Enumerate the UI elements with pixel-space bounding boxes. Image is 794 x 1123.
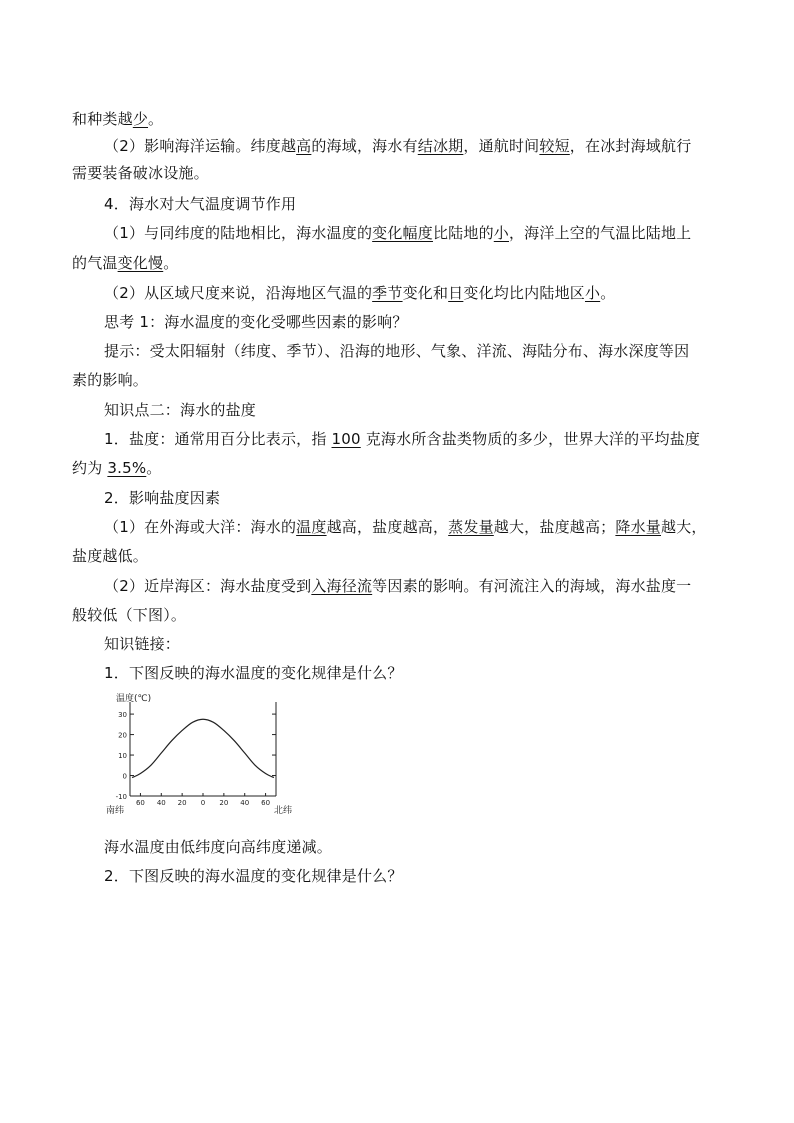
text-line-9: [104, 340, 734, 362]
text-run: 知识链接：: [104, 635, 181, 653]
x-tick-label: 40: [240, 799, 250, 807]
text-line-15: [104, 516, 734, 538]
text-run: 越高，盐度越高，: [326, 518, 449, 536]
y-tick-label: 10: [118, 752, 127, 761]
underlined-answer: 100: [331, 430, 361, 448]
text-line-11: [104, 399, 734, 421]
text-run: 的气温: [72, 254, 118, 272]
text-run: 和种类越: [72, 110, 133, 128]
text-line-10: [72, 369, 734, 391]
text-line-6: [72, 252, 734, 274]
text-run: 。: [148, 110, 164, 128]
text-line-2: [104, 135, 734, 157]
sea-temperature-latitude-chart: [104, 688, 304, 818]
y-axis-title: 温度(℃): [116, 694, 152, 704]
y-tick-label: 0: [122, 772, 127, 781]
underlined-answer: 变化慢: [117, 254, 164, 272]
text-run: ，在冰封海域航行: [569, 137, 692, 155]
x-right-label: 北纬: [274, 806, 293, 816]
text-run: 1．盐度：通常用百分比表示，指: [104, 430, 332, 448]
text-run: 素的影响。: [72, 371, 149, 389]
underlined-answer: 季节: [372, 284, 403, 302]
text-run: 越大，盐度越高；: [493, 518, 616, 536]
x-tick-label: 60: [135, 799, 145, 807]
underlined-answer: 小: [493, 224, 509, 242]
text-run: 1．下图反映的海水温度的变化规律是什么？: [104, 664, 403, 682]
x-tick-label: 0: [200, 799, 206, 807]
text-run: 。: [163, 254, 179, 272]
text-run: 知识点二：海水的盐度: [104, 401, 257, 419]
text-run: 2．影响盐度因素: [104, 489, 221, 507]
text-line-7: [104, 282, 734, 304]
text-run: 等因素的影响。有河流注入的海域，海水盐度一: [372, 577, 692, 595]
text-line-1: [72, 108, 734, 130]
text-line-19: [104, 633, 734, 655]
text-run: （2）影响海洋运输。纬度越: [104, 137, 297, 155]
text-run: 的海域，海水有: [311, 137, 418, 155]
text-line-18: [72, 604, 734, 626]
text-run: 。: [600, 284, 616, 302]
underlined-answer: 日: [448, 284, 464, 302]
temperature-series-line: [132, 719, 274, 777]
y-tick-label: 20: [118, 731, 127, 740]
underlined-answer: 3.5%: [107, 459, 147, 477]
text-run: （2）近岸海区：海水盐度受到: [104, 577, 312, 595]
text-run: 提示：受太阳辐射（纬度、季节）、沿海的地形、气象、洋流、海陆分布、海水深度等因: [104, 342, 690, 360]
text-run: 越大，: [661, 518, 707, 536]
underlined-answer: 小: [584, 284, 601, 302]
text-line-21: [104, 836, 734, 858]
text-line-5: [104, 222, 734, 244]
text-line-8: [104, 311, 734, 333]
text-line-4: [104, 193, 734, 215]
text-line-20: [104, 662, 734, 684]
text-run: 约为: [72, 459, 108, 477]
text-run: 盐度越低。: [72, 547, 149, 565]
x-tick-label: 20: [177, 799, 187, 807]
underlined-answer: 入海径流: [311, 577, 373, 595]
text-run: ，海洋上空的气温比陆地上: [508, 224, 692, 242]
text-run: 变化均比内陆地区: [463, 284, 585, 302]
underlined-answer: 结冰期: [417, 137, 464, 155]
text-run: 2．下图反映的海水温度的变化规律是什么？: [104, 867, 403, 885]
underlined-answer: 高: [296, 137, 312, 155]
text-line-13: [72, 457, 734, 479]
text-line-3: [72, 162, 734, 184]
x-tick-label: 40: [156, 799, 166, 807]
text-run: 。: [146, 459, 162, 477]
underlined-answer: 蒸发量: [448, 518, 494, 536]
text-run: 比陆地的: [432, 224, 494, 242]
text-run: 克海水所含盐类物质的多少，世界大洋的平均盐度: [360, 430, 701, 448]
text-run: （1）与同纬度的陆地相比，海水温度的: [104, 224, 373, 242]
x-tick-label: 20: [219, 799, 229, 807]
text-line-22: [104, 865, 734, 887]
underlined-answer: 变化幅度: [372, 224, 433, 242]
text-run: 需要装备破冰设施。: [72, 164, 209, 182]
text-run: 般较低（下图）。: [72, 606, 187, 624]
text-run: （2）从区域尺度来说，沿海地区气温的: [104, 284, 373, 302]
text-line-12: [104, 428, 734, 450]
text-run: （1）在外海或大洋：海水的: [104, 518, 297, 536]
x-tick-label: 60: [261, 799, 271, 807]
underlined-answer: 温度: [296, 518, 327, 536]
text-run: 思考 1：海水温度的变化受哪些因素的影响？: [104, 313, 408, 331]
text-run: 海水温度由低纬度向高纬度递减。: [104, 838, 333, 856]
x-left-label: 南纬: [106, 806, 125, 816]
y-tick-label: 30: [118, 711, 127, 720]
underlined-answer: 降水量: [615, 518, 661, 536]
underlined-answer: 少: [132, 110, 149, 128]
text-line-16: [72, 545, 734, 567]
text-run: 4．海水对大气温度调节作用: [104, 195, 297, 213]
text-line-17: [104, 575, 734, 597]
y-tick-label: -10: [115, 793, 127, 801]
text-line-14: [104, 487, 734, 509]
text-run: 变化和: [402, 284, 449, 302]
underlined-answer: 较短: [539, 137, 570, 155]
text-run: ，通航时间: [463, 137, 540, 155]
